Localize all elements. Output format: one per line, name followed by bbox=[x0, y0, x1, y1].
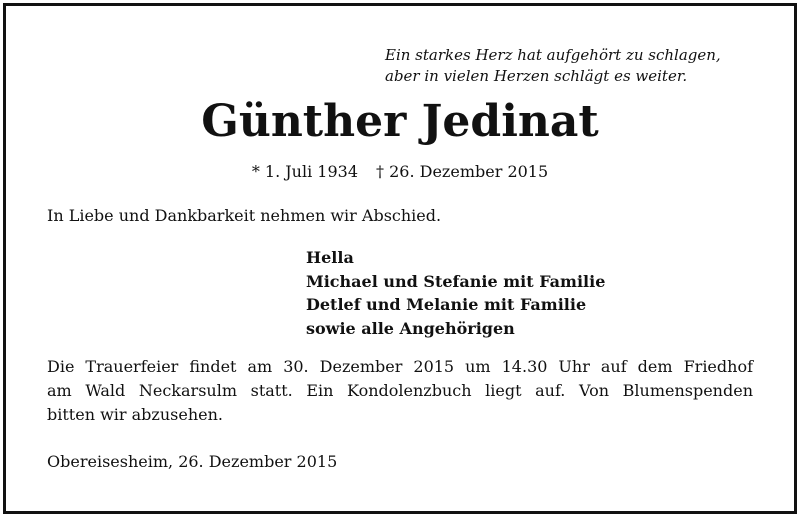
place-and-date: Obereisesheim, 26. Dezember 2015 bbox=[47, 452, 338, 471]
deceased-name: Günther Jedinat bbox=[201, 96, 599, 147]
mourner-item: Detlef und Melanie mit Familie bbox=[306, 295, 587, 314]
memorial-quote bbox=[385, 45, 721, 87]
birth-date: * 1. Juli 1934 bbox=[251, 162, 359, 181]
service-line-1: Die Trauerfeier findet am 30. Dezember 2015 um 14.30 Uhr auf dem Friedhof bbox=[47, 357, 753, 376]
death-date: † 26. Dezember 2015 bbox=[376, 162, 549, 181]
quote-line-2: aber in vielen Herzen schlägt es weiter. bbox=[385, 67, 688, 85]
mourners-list bbox=[306, 246, 605, 340]
quote-line-1: Ein starkes Herz hat aufgehört zu schlagen, bbox=[385, 46, 721, 64]
farewell-text: In Liebe und Dankbarkeit nehmen wir Abschied. bbox=[47, 206, 442, 225]
service-line-3: bitten wir abzusehen. bbox=[47, 405, 223, 424]
mourner-item: Michael und Stefanie mit Familie bbox=[306, 271, 606, 291]
funeral-service-info bbox=[47, 355, 753, 427]
service-line-2: am Wald Neckarsulm statt. Ein Kondolenzbuch liegt auf. Von Blumenspenden bbox=[47, 381, 753, 400]
mourner-item: Hella bbox=[306, 248, 354, 267]
mourner-item: sowie alle Angehörigen bbox=[306, 318, 515, 338]
life-dates bbox=[0, 160, 800, 184]
